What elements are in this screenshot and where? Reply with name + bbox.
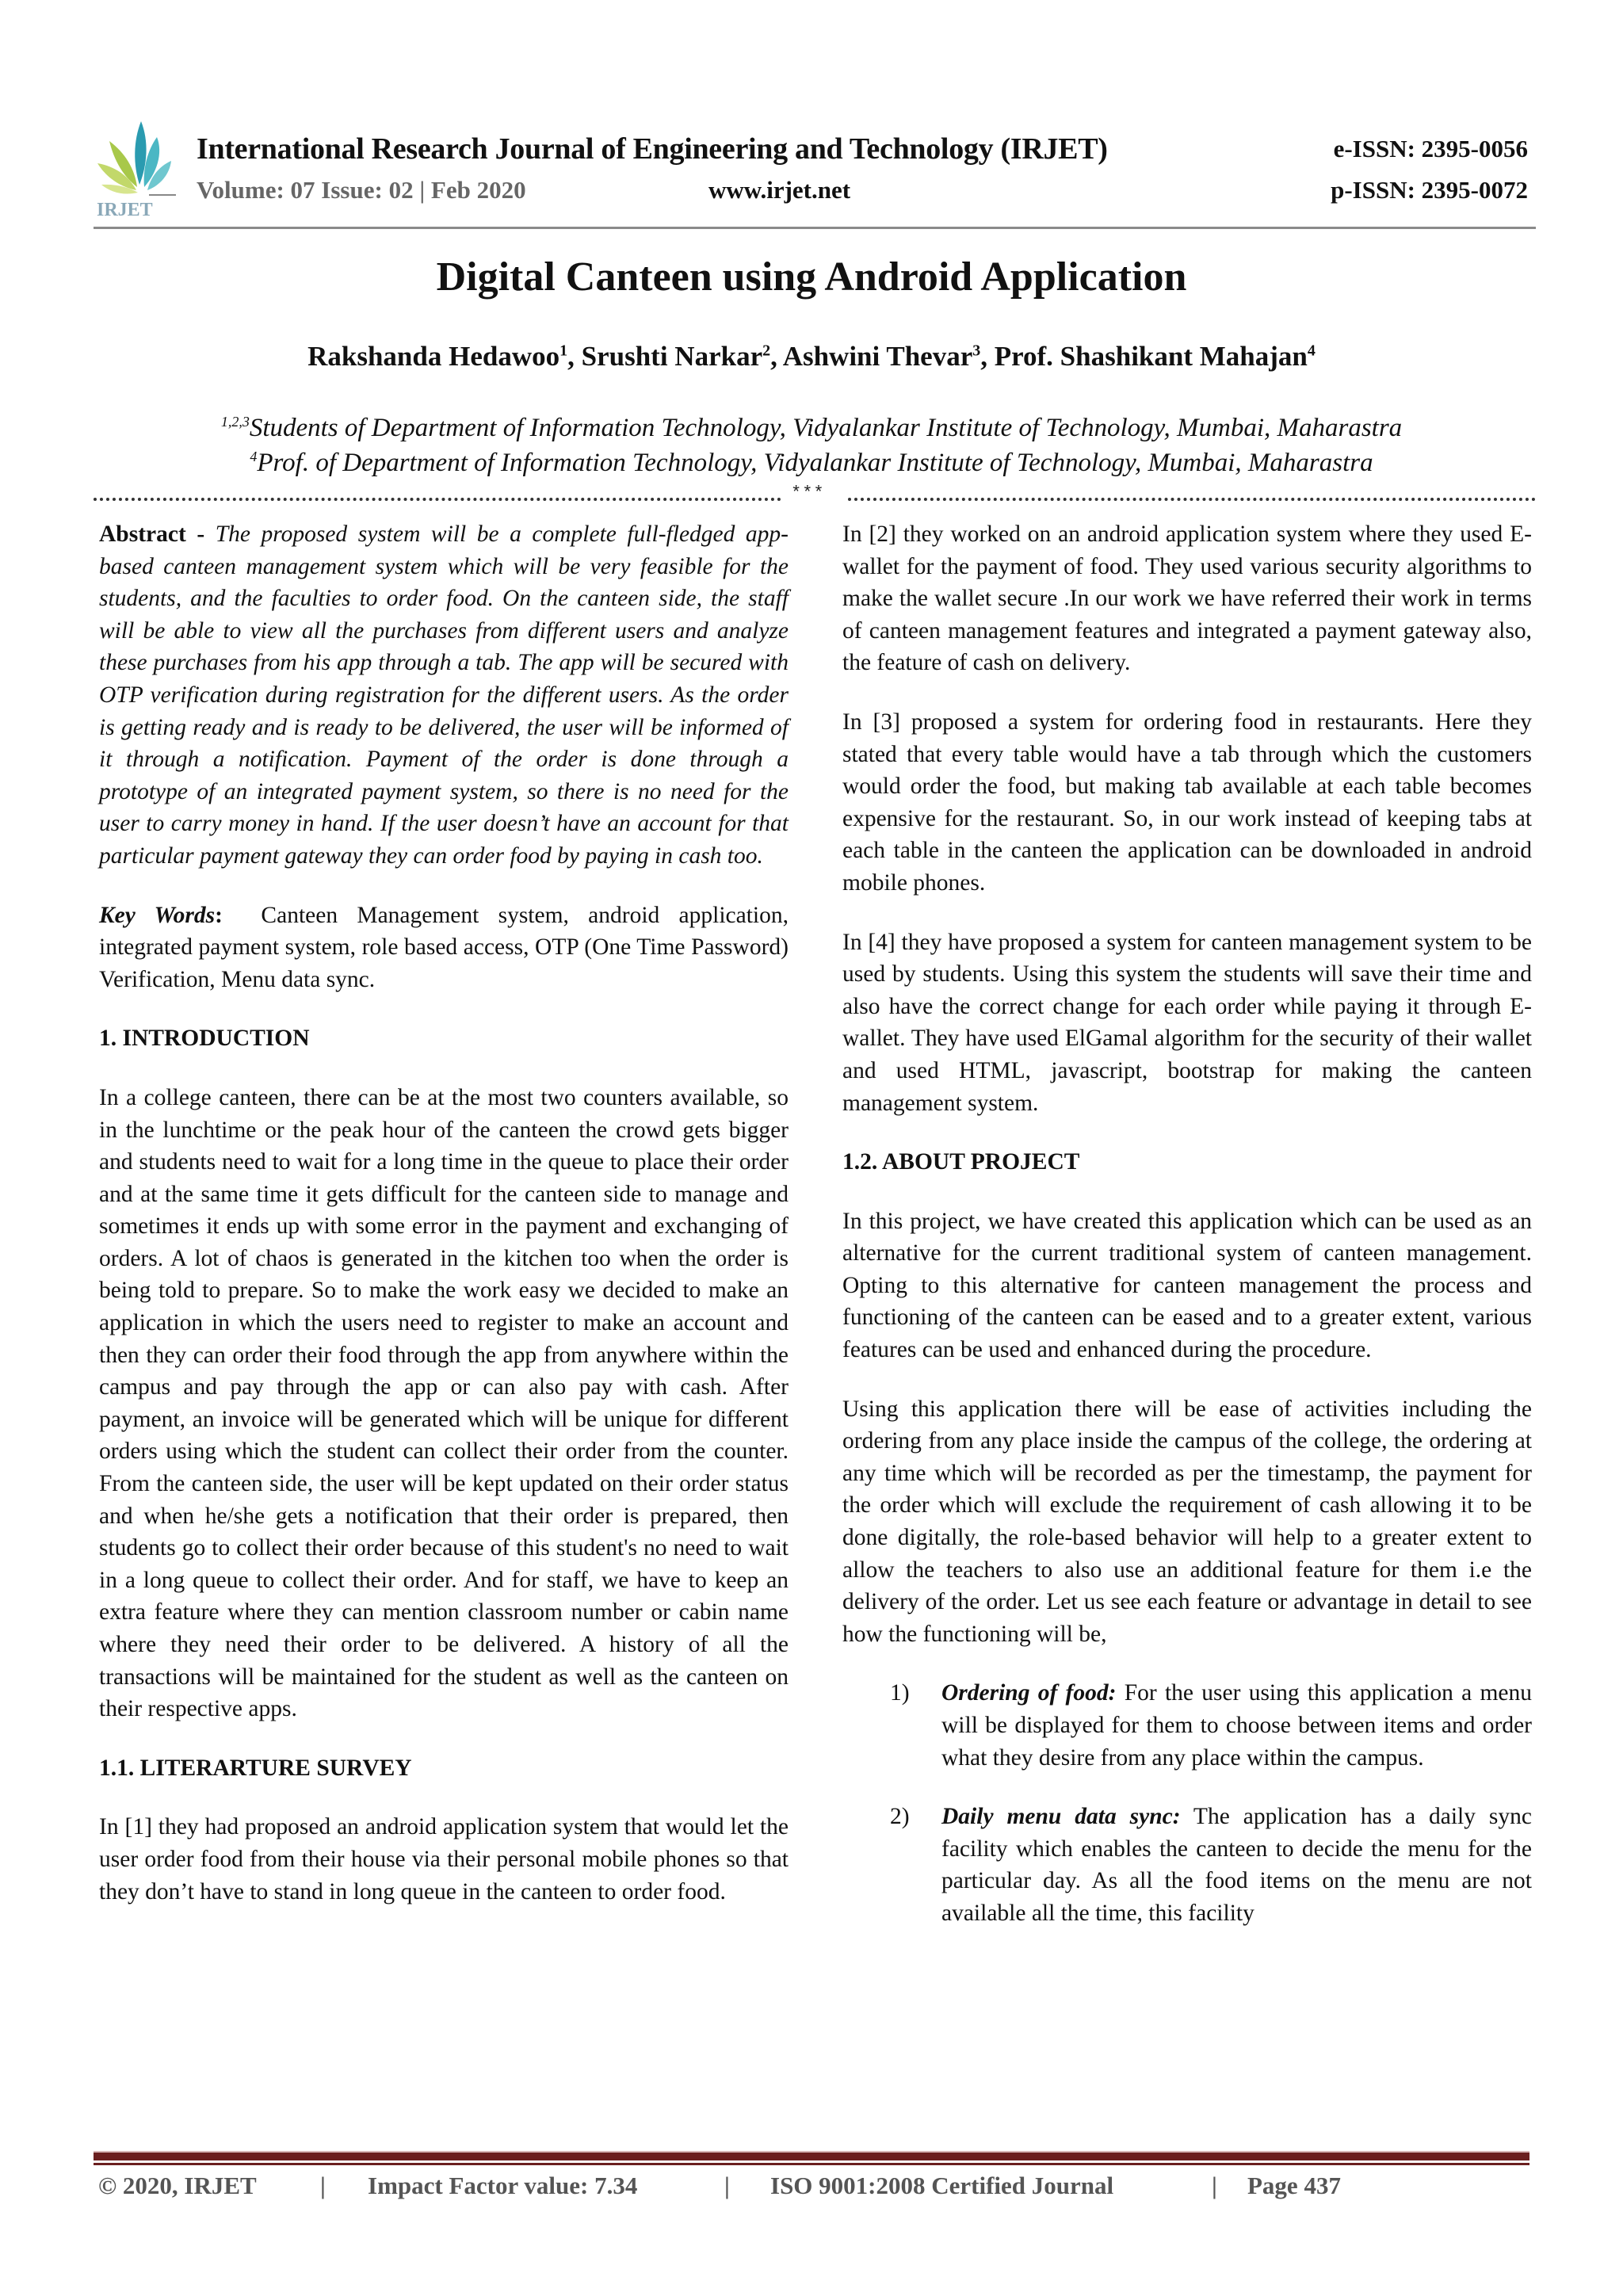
author-superscript: 2 bbox=[762, 342, 771, 360]
footer-impact-factor: Impact Factor value: 7.34 bbox=[368, 2172, 638, 2199]
keywords-label: Key Words bbox=[99, 902, 216, 928]
about-paragraph-2: Using this application there will be ease of activities including the ordering from any place inside the campus of the college, the ordering at any time which will be recorded as per the timestamp, the payment for the order which will exclude the requirement of cash allowing it to be done digitally, the role-based behavior will help to a greater extent to allow the teachers to also use an additional feature for them i.e the delivery of the order. Let us see each feature or advantage in detail to see how the functioning will be, bbox=[842, 1396, 1532, 1647]
abstract-text: The proposed system will be a complete full-fledged app-based canteen management system which will be very feasible for the students, and the faculties to order food. On the canteen side, the staff will be able to view all the purchases from different users and analyze these purchases from his app through a tab. The app will be secured with OTP verification during registration for the different users. As the order is getting ready and is ready to be delivered, the user will be informed of it through a notification. Payment of the order is done through a prototype of an integrated payment system, so there is no need for the user to carry money in hand. If the user doesn’t have an account for that particular payment gateway they can order food by paying in cash too. bbox=[99, 521, 789, 869]
header-divider bbox=[94, 227, 1536, 229]
feature-title: Ordering of food: bbox=[941, 1680, 1117, 1706]
affiliation-text: Students of Department of Information Technology, Vidyalankar Institute of Technology, Mumbai, Maharastra bbox=[249, 414, 1403, 442]
footer-bar-thin bbox=[94, 2163, 1529, 2165]
literature-paragraph-4: In [4] they have proposed a system for canteen management system to be used by students. Using this system the students will save their time and also have the correct change for each order while paying it through E-wallet. They have used ElGamal algorithm for the security of their wallet and used HTML, javascript, bootstrap for making the canteen management system. bbox=[842, 929, 1532, 1116]
affiliation-superscript: 1,2,3 bbox=[220, 414, 250, 430]
feature-number: 1) bbox=[890, 1680, 910, 1706]
journal-header bbox=[94, 117, 1536, 228]
affiliation-students bbox=[0, 414, 1623, 443]
feature-list bbox=[842, 1677, 1532, 1929]
author-superscript: 1 bbox=[559, 342, 568, 360]
feature-number: 2) bbox=[890, 1804, 910, 1830]
p-issn: p-ISSN: 2395-0072 bbox=[1331, 176, 1528, 204]
author-superscript: 4 bbox=[1307, 342, 1316, 360]
page-footer bbox=[98, 2172, 1525, 2211]
feature-text: The application has a daily sync facility which enables the canteen to decide the menu for the particular day. As all the food items on the menu are not available all the time, this facility bbox=[941, 1804, 1532, 1926]
literature-paragraph-2: In [2] they worked on an android application system where they used E-wallet for the payment of food. They used various security algorithms to make the wallet secure .In our work we have referred their work in terms of canteen management features and integrated a payment gateway also, the feature of cash on delivery. bbox=[842, 521, 1532, 676]
literature-paragraph-1: In [1] they had proposed an android application system that would let the user order food from their house via their personal mobile phones so that they don’t have to stand in long queue in the canteen to order food. bbox=[99, 1814, 789, 1904]
footer-divider: | bbox=[1212, 2172, 1217, 2199]
irjet-logo-icon bbox=[94, 117, 181, 220]
footer-divider: | bbox=[724, 2172, 730, 2199]
feature-item bbox=[842, 1677, 1532, 1774]
svg-text:IRJET: IRJET bbox=[97, 200, 153, 220]
author-superscript: 3 bbox=[972, 342, 981, 360]
author-name: Srushti Narkar bbox=[581, 341, 763, 372]
right-column bbox=[842, 518, 1532, 1957]
dotted-rule-left bbox=[94, 498, 781, 501]
abstract bbox=[99, 518, 789, 873]
footer-page-number: Page 437 bbox=[1247, 2172, 1341, 2199]
introduction-heading: 1. INTRODUCTION bbox=[99, 1026, 310, 1052]
footer-divider: | bbox=[320, 2172, 326, 2199]
affiliation-superscript: 4 bbox=[250, 449, 258, 464]
journal-name: International Research Journal of Engineering and Technology (IRJET) bbox=[197, 132, 1108, 166]
affiliation-text: Prof. of Department of Information Technology, Vidyalankar Institute of Technology, Mumbai, Maharastra bbox=[257, 449, 1373, 477]
volume-issue: Volume: 07 Issue: 02 | Feb 2020 bbox=[197, 176, 526, 204]
affiliation-professor bbox=[0, 449, 1623, 478]
footer-iso-certification: ISO 9001:2008 Certified Journal bbox=[770, 2172, 1114, 2199]
e-issn: e-ISSN: 2395-0056 bbox=[1333, 135, 1528, 162]
introduction-paragraph: In a college canteen, there can be at the most two counters available, so in the lunchtime or the peak hour of the canteen the crowd gets bigger and students need to wait for a long time in the queue to place their order and at the same time it gets difficult for the canteen side to manage and sometimes it ends up with some error in the payment and exchanging of orders. A lot of chaos is generated in the kitchen too when the order is being told to prepare. So to make the work easy we decided to make an application in which the users need to register to make an account and then they can order their food through the app from anywhere within the campus and pay through the app or can also pay with cash. After payment, an invoice will be generated which will be unique for different orders using which the student can collect their order from the counter. From the canteen side, the user will be kept updated on their order status and when he/she gets a notification that their order is prepared, then students go to collect their order because of this student's no need to wait in a long queue to collect their order. And for staff, we have to keep an extra feature where they can mention classroom number or cabin name where they need their order to be delivered. A history of all the transactions will be maintained for the student as well as the canteen on their respective apps. bbox=[99, 1084, 789, 1722]
keywords-text: Canteen Management system, android application, integrated payment system, role based access, OTP (One Time Password) Verification, Menu data sync. bbox=[99, 902, 795, 992]
paper-title: Digital Canteen using Android Application bbox=[436, 254, 1187, 300]
keywords-colon: : bbox=[215, 902, 223, 928]
footer-copyright: © 2020, IRJET bbox=[98, 2172, 257, 2199]
abstract-label: Abstract - bbox=[99, 521, 216, 547]
keywords bbox=[99, 900, 795, 996]
journal-website-link[interactable]: www.irjet.net bbox=[708, 176, 851, 204]
footer-bar bbox=[94, 2151, 1529, 2160]
section-separator bbox=[94, 483, 1536, 507]
literature-survey-heading: 1.1. LITERARTURE SURVEY bbox=[99, 1755, 412, 1781]
left-column bbox=[99, 518, 795, 1935]
dotted-rule-right bbox=[848, 498, 1536, 501]
author-name: Rakshanda Hedawoo bbox=[307, 341, 560, 372]
about-paragraph-1: In this project, we have created this application which can be used as an alternative for the current traditional system of canteen management. Opting to this alternative for canteen management the process and functioning of the canteen can be eased and to a greater extent, various features can be used and enhanced during the procedure. bbox=[842, 1208, 1532, 1363]
separator-stars: *** bbox=[791, 483, 825, 503]
feature-text: For the user using this application a menu will be displayed for them to choose between items and order what they desire from any place within the campus. bbox=[941, 1680, 1532, 1771]
author-name: Prof. Shashikant Mahajan bbox=[994, 341, 1308, 372]
literature-paragraph-3: In [3] proposed a system for ordering food in restaurants. Here they stated that every table would have a tab through which the customers would order the food, but making tab available at each table becomes expensive for the restaurant. So, in our work instead of keeping tabs at each table in the canteen the application can be downloaded in android mobile phones. bbox=[842, 709, 1532, 896]
feature-title: Daily menu data sync: bbox=[941, 1804, 1181, 1830]
author-name: Ashwini Thevar bbox=[782, 341, 973, 372]
about-project-heading: 1.2. ABOUT PROJECT bbox=[842, 1149, 1080, 1175]
feature-item bbox=[842, 1801, 1532, 1929]
author-list: Rakshanda Hedawoo$^1$, Srushti Narkar$^2$, Ashwini Thevar$^3$, Prof. Shashikant Mahajan$^4$ bbox=[307, 341, 1316, 372]
